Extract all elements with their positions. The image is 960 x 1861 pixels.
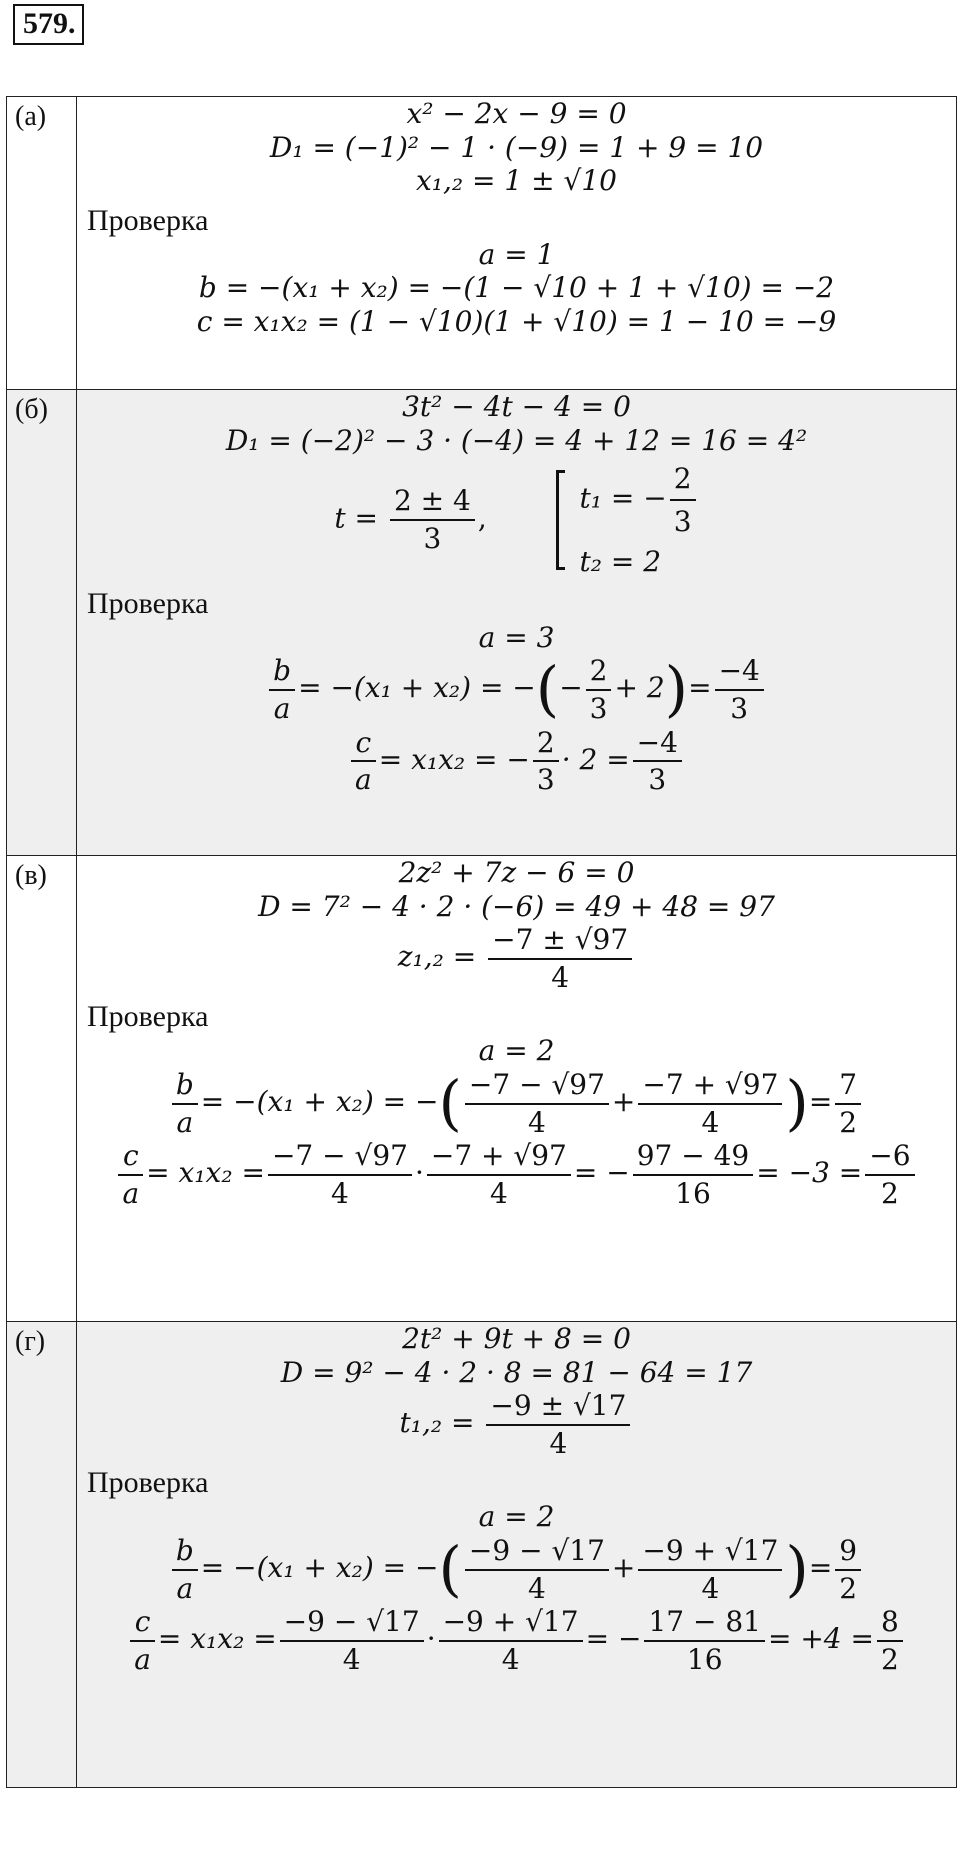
discriminant: D = 9² − 4 · 2 · 8 = 81 − 64 = 17 — [280, 1355, 753, 1389]
coef-c: $\frac{c}{a}$ = x₁x₂ = $\frac{-7 - √97}{4}$ · $\frac{-7 + √97}{4}$ = − $\frac{97 - 49}{16}$ = −3 = $\frac{-6}{2}$ — [77, 1139, 956, 1210]
roots: z₁,₂ = $\frac{-7 \pm √97}{4}$ — [77, 923, 956, 994]
part-d-content — [77, 1322, 957, 1788]
task-number: 579. — [13, 4, 84, 45]
part-a-row — [7, 97, 957, 390]
part-a-label: (а) — [7, 97, 77, 390]
part-b-row — [7, 390, 957, 856]
coef-a: a = 1 — [478, 237, 555, 271]
discriminant: D = 7² − 4 · 2 · (−6) = 49 + 48 = 97 — [258, 889, 775, 923]
roots: t₁,₂ = $\frac{-9 \pm √17}{4}$ — [77, 1389, 956, 1460]
coef-b: $\frac{b}{a}$ = −(x₁ + x₂) = −( $\frac{-9 - √17}{4}$ + $\frac{-9 + √17}{4}$ )= $\frac{9}{2}$ — [77, 1534, 956, 1605]
discriminant: D₁ = (−1)² − 1 · (−9) = 1 + 9 = 10 — [269, 130, 764, 164]
part-b-content — [77, 390, 957, 856]
fraction: $\frac{2 \pm 4}{3}$ — [390, 484, 475, 555]
equation: 2t² + 9t + 8 = 0 — [402, 1322, 631, 1355]
coef-a: a = 2 — [478, 1500, 555, 1534]
root-system: t₁ = − $\frac{2}{3}$ t₂ = 2 — [580, 459, 699, 581]
coef-b: b = −(x₁ + x₂) = −(1 − √10 + 1 + √10) = −2 — [198, 271, 835, 305]
coef-b: $\frac{b}{a}$ = −(x₁ + x₂) = −( $\frac{-7 - √97}{4}$ + $\frac{-7 + √97}{4}$ )= $\frac{7}{2}$ — [77, 1068, 956, 1139]
coef-b: $\frac{b}{a}$ = −(x₁ + x₂) = −(− $\frac{2}{3}$ + 2)= $\frac{-4}{3}$ — [77, 654, 956, 725]
check-heading: Проверка — [87, 203, 209, 237]
equation: 3t² − 4t − 4 = 0 — [402, 390, 631, 423]
part-a-content — [77, 97, 957, 390]
check-heading: Проверка — [87, 1000, 209, 1034]
equation: 2z² + 7z − 6 = 0 — [398, 856, 635, 889]
root-bracket — [556, 470, 565, 570]
part-d-row — [7, 1322, 957, 1788]
equation: x² − 2x − 9 = 0 — [406, 97, 627, 130]
part-d-label: (г) — [7, 1322, 77, 1788]
check-heading: Проверка — [87, 1466, 209, 1500]
solution-table — [6, 96, 957, 1788]
part-b-label: (б) — [7, 390, 77, 856]
check-heading: Проверка — [87, 586, 209, 620]
coef-c: c = x₁x₂ = (1 − √10)(1 + √10) = 1 − 10 = −9 — [196, 304, 837, 338]
part-c-content — [77, 856, 957, 1322]
part-c-row — [7, 856, 957, 1322]
coef-a: a = 2 — [478, 1034, 555, 1068]
roots: t = $\frac{2 \pm 4}{3}$ , t₁ = − $\frac{2}{3}$ t₂ = 2 — [77, 459, 956, 581]
coef-c: $\frac{c}{a}$ = x₁x₂ = − $\frac{2}{3}$ · 2 = $\frac{-4}{3}$ — [77, 726, 956, 797]
discriminant: D₁ = (−2)² − 3 · (−4) = 4 + 12 = 16 = 4² — [225, 423, 808, 457]
part-c-label: (в) — [7, 856, 77, 1322]
coef-c: $\frac{c}{a}$ = x₁x₂ = $\frac{-9 - √17}{4}$ · $\frac{-9 + √17}{4}$ = − $\frac{17 - 81}{16}$ = +4 = $\frac{8}{2}$ — [77, 1605, 956, 1676]
coef-a: a = 3 — [478, 620, 555, 654]
roots: x₁,₂ = 1 ± √10 — [416, 164, 617, 198]
root-lhs: t = — [334, 501, 379, 535]
